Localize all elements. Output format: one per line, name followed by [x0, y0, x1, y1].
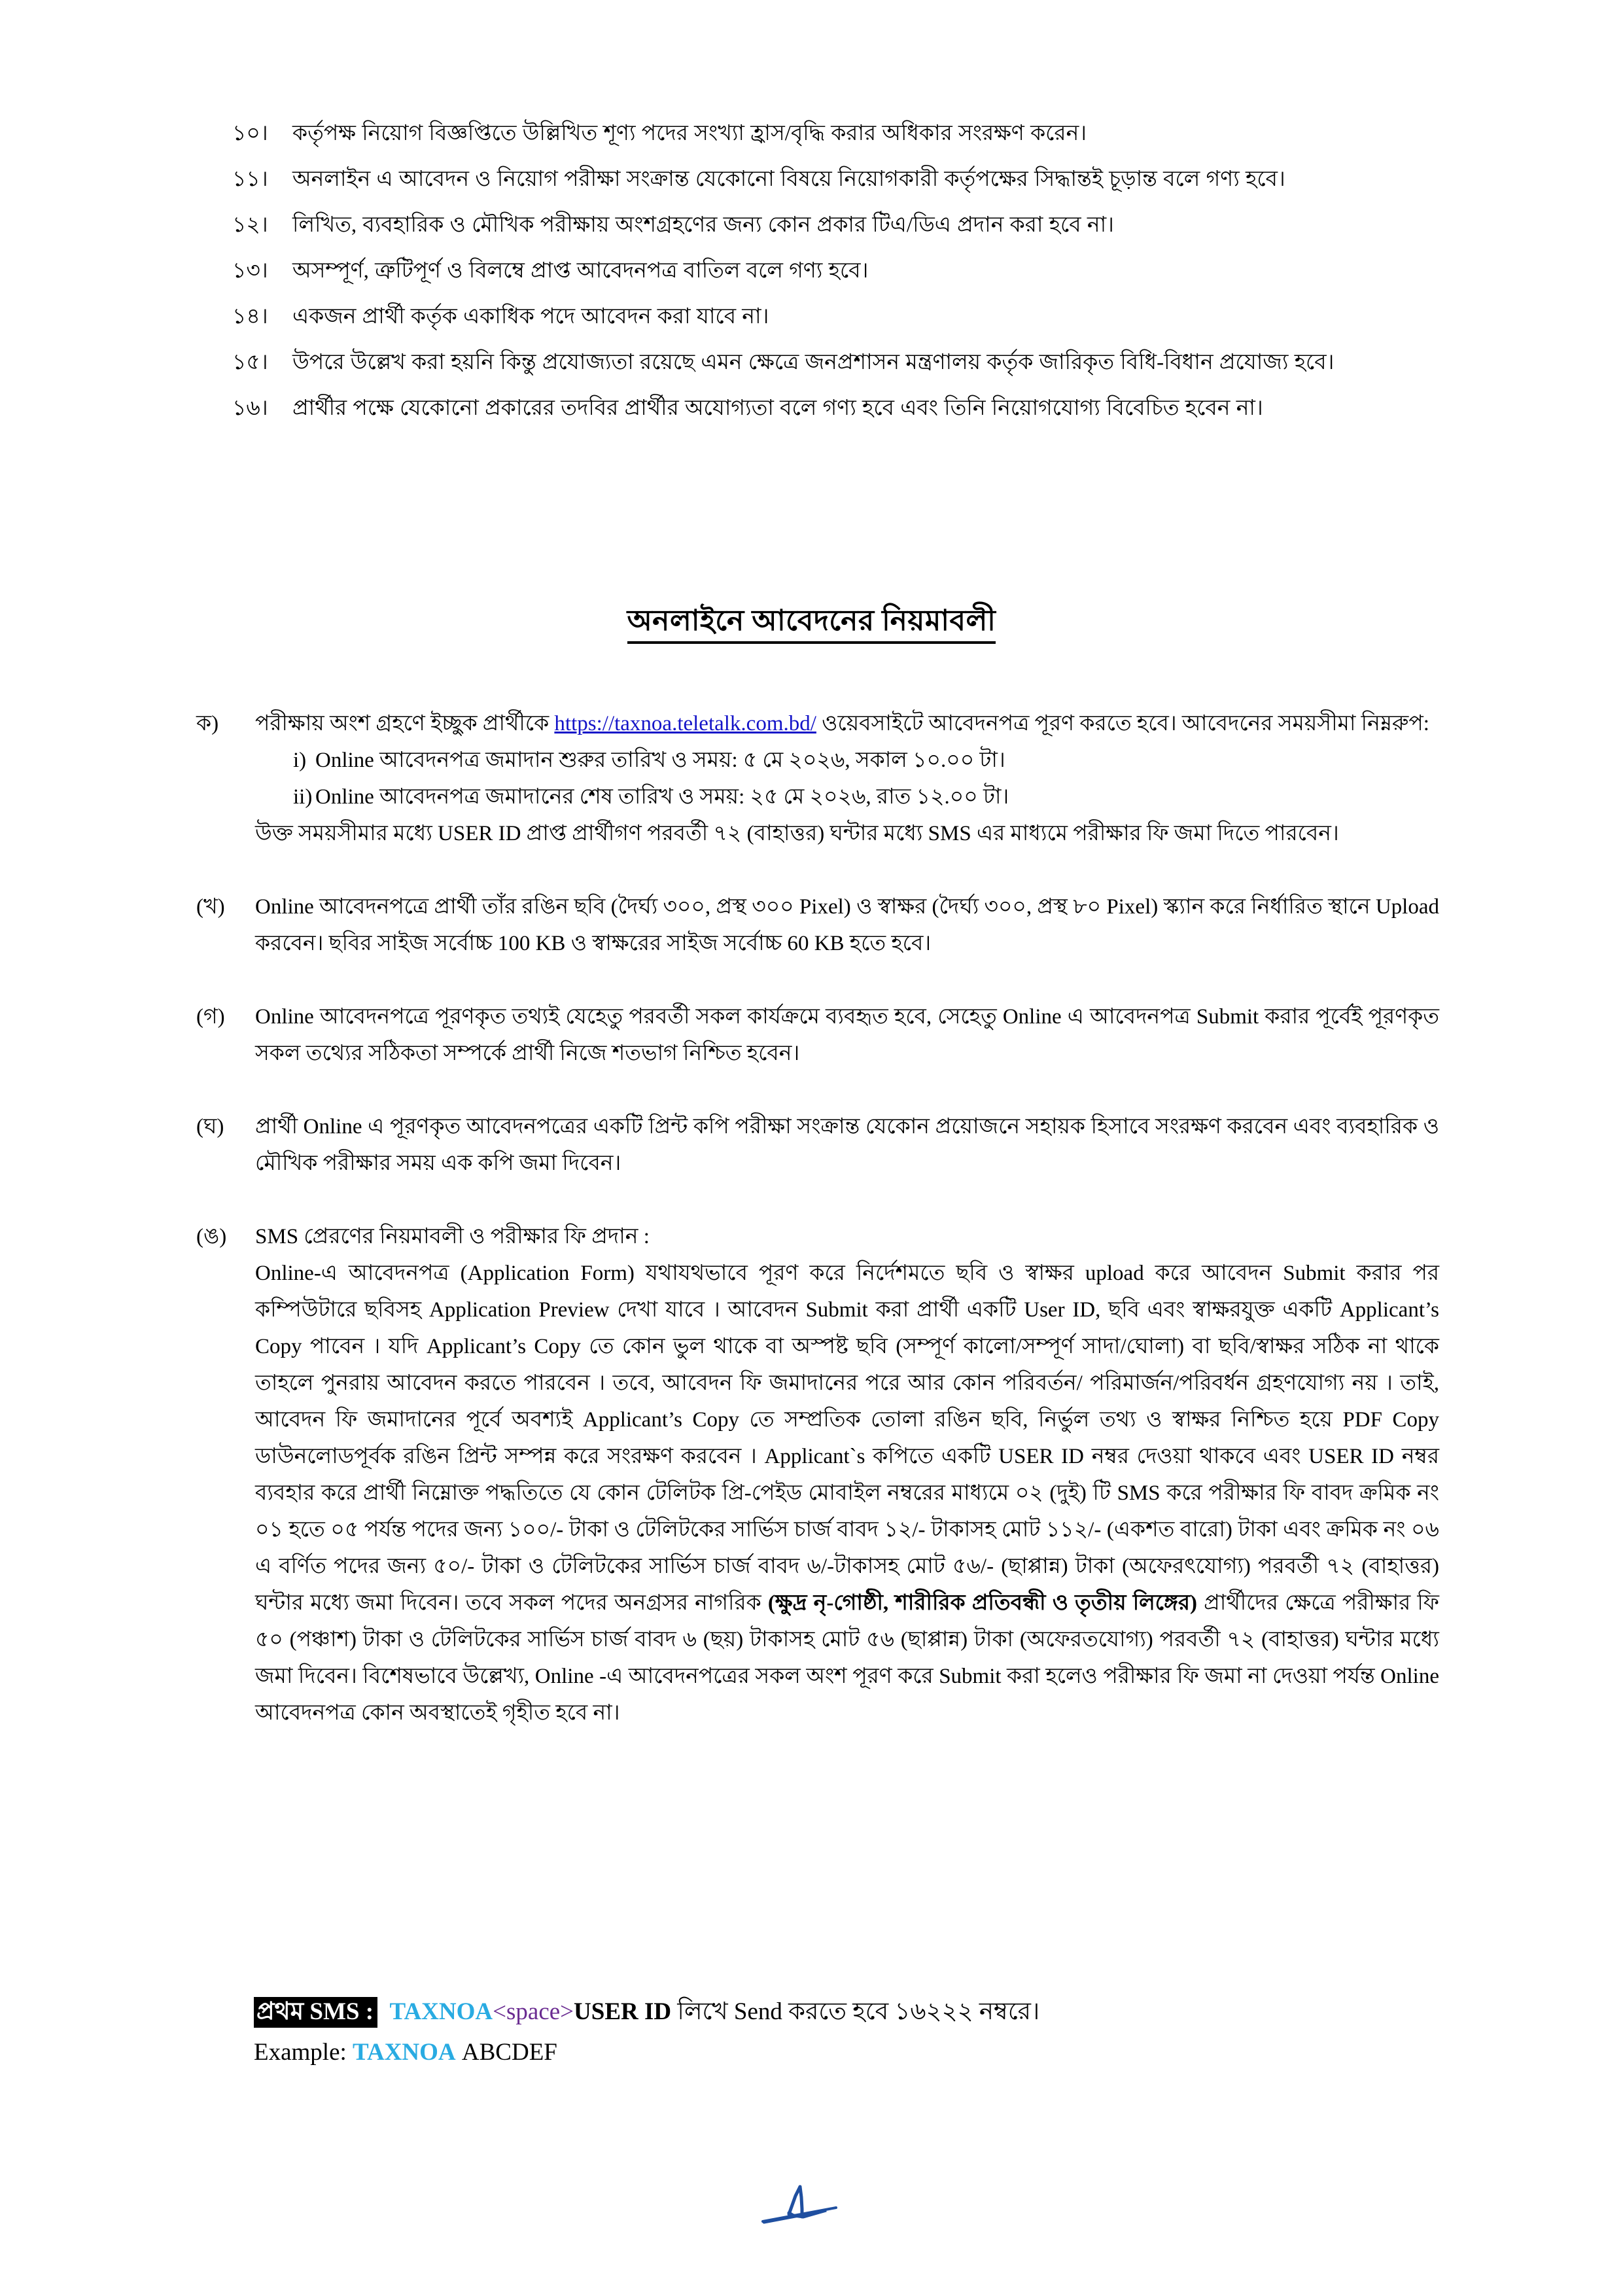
list-item: [232, 162, 1436, 197]
section-heading-container: [0, 602, 1623, 644]
list-item-number: ১৬।: [232, 397, 268, 420]
section-ga-text: Online আবেদনপত্রে পূরণকৃত তথ্যই যেহেতু পরবর্তী সকল কার্যক্রমে ব্যবহৃত হবে, সেহেতু Online এ আবেদনপত্র Submit করার পূর্বেই পূরণকৃত সকল তথ্যের সঠিকতা সম্পর্কে প্রার্থী নিজে শতভাগ নিশ্চিত হবেন।: [255, 1005, 1439, 1065]
list-item-text: কর্তৃপক্ষ নিয়োগ বিজ্ঞপ্তিতে উল্লিখিত শূণ্য পদের সংখ্যা হ্রাস/বৃদ্ধি করার অধিকার সংরক্ষণ করেন।: [292, 122, 1087, 145]
list-item-number: ১৩।: [232, 259, 268, 283]
first-sms-line: [254, 1993, 1366, 2031]
schedule-item-text: Online আবেদনপত্র জমাদান শুরুর তারিখ ও সময়: ৫ মে ২০২৬, সকাল ১০.০০ টা।: [315, 749, 1005, 772]
section-ka-label: ক): [196, 712, 219, 735]
sms-user-id-token: USER ID: [574, 1998, 672, 2025]
online-application-rules: [196, 705, 1439, 1731]
list-item-text: লিখিত, ব্যবহারিক ও মৌখিক পরীক্ষায় অংশগ্রহণের জন্য কোন প্রকার টিএ/ডিএ প্রদান করা হবে না।: [292, 213, 1114, 237]
schedule-item-marker: ii): [293, 785, 313, 809]
list-item-number: ১০।: [232, 122, 268, 145]
section-kha-text: Online আবেদনপত্রে প্রার্থী তাঁর রঙিন ছবি (দৈর্ঘ্য ৩০০, প্রস্থ ৩০০ Pixel) ও স্বাক্ষর (দৈর্ঘ্য ৩০০, প্রস্থ ৮০ Pixel) স্ক্যান করে নির্ধারিত স্থানে Upload করবেন। ছবির সাইজ সর্বোচ্চ 100 KB ও স্বাক্ষরের সাইজ সর্বোচ্চ 60 KB হতে হবে।: [255, 895, 1439, 955]
list-item: [232, 391, 1436, 426]
sms-instruction-block: [254, 1993, 1366, 2072]
list-item: [232, 208, 1436, 243]
section-gha: [196, 1108, 1439, 1182]
spacer: [196, 962, 1439, 998]
section-kha-label: (খ): [196, 895, 225, 919]
section-uo-title: SMS প্রেরণের নিয়মাবলী ও পরীক্ষার ফি প্রদান :: [255, 1225, 650, 1248]
list-item: [232, 345, 1436, 380]
section-uo-paragraph: [255, 1255, 1439, 1731]
example-user-id: ABCDEF: [461, 2039, 557, 2066]
list-item-text: প্রার্থীর পক্ষে যেকোনো প্রকারের তদবির প্রার্থীর অযোগ্যতা বলে গণ্য হবে এবং তিনি নিয়োগযোগ্য বিবেচিত হবেন না।: [292, 397, 1263, 420]
list-item: [232, 300, 1436, 334]
example-sms-line: [254, 2034, 1366, 2072]
section-kha-body: [255, 889, 1439, 962]
list-item-text: উপরে উল্লেখ করা হয়নি কিন্তু প্রযোজ্যতা রয়েছে এমন ক্ষেত্রে জনপ্রশাসন মন্ত্রণালয় কর্তৃক জারিকৃত বিধি-বিধান প্রযোজ্য হবে।: [292, 351, 1335, 374]
schedule-item: [255, 779, 1439, 815]
section-ka-intro-suffix: ওয়েবসাইটে আবেদনপত্র পূরণ করতে হবে। আবেদনের সময়সীমা নিম্নরুপ:: [816, 712, 1429, 735]
spacer: [196, 1182, 1439, 1218]
example-keyword: TAXNOA: [353, 2039, 456, 2066]
list-item: [232, 254, 1436, 289]
handwritten-signature-mark: [738, 2157, 901, 2255]
schedule-item-marker: i): [293, 749, 307, 772]
list-item-text: অনলাইন এ আবেদন ও নিয়োগ পরীক্ষা সংক্রান্ত যেকোনো বিষয়ে নিয়োগকারী কর্তৃপক্ষের সিদ্ধান্তই চূড়ান্ত বলে গণ্য হবে।: [292, 168, 1285, 191]
first-sms-label: প্রথম SMS :: [254, 1997, 377, 2028]
section-ka-intro: [255, 705, 1439, 742]
section-ka: [196, 705, 1439, 852]
schedule-list: [255, 742, 1439, 815]
list-item: [232, 116, 1436, 151]
section-uo-part1: Online-এ আবেদনপত্র (Application Form) যথাযথভাবে পূরণ করে নির্দেশমতে ছবি ও স্বাক্ষর upload করে আবেদন Submit করার পর কম্পিউটারে ছবিসহ Application Preview দেখা যাবে । আবেদন Submit করা প্রার্থী একটি User ID, ছবি এবং স্বাক্ষরযুক্ত একটি Applicant’s Copy পাবেন । যদি Applicant’s Copy তে কোন ভুল থাকে বা অস্পষ্ট ছবি (সম্পূর্ণ কালো/সম্পূর্ণ সাদা/ঘোলা) বা ছবি/স্বাক্ষর সঠিক না থাকে তাহলে পুনরায় আবেদন করতে পারবেন । তবে, আবেদন ফি জমাদানের পরে আর কোন পরিবর্তন/ পরিমার্জন/পরিবর্ধন গ্রহণযোগ্য নয় । তাই, আবেদন ফি জমাদানের পূর্বে অবশ্যই Applicant’s Copy তে সম্প্রতিক তোলা রঙিন ছবি, নির্ভুল তথ্য ও স্বাক্ষর নিশ্চিত হয়ে PDF Copy ডাউনলোডপূর্বক রঙিন প্রিন্ট সম্পন্ন করে সংরক্ষণ করবেন । Applicant`s কপিতে একটি USER ID নম্বর দেওয়া থাকবে এবং USER ID নম্বর ব্যবহার করে প্রার্থী নিম্নোক্ত পদ্ধতিতে যে কোন টেলিটক প্রি-পেইড মোবাইল নম্বরের মাধ্যমে ০২ (দুই) টি SMS করে পরীক্ষার ফি বাবদ ক্রমিক নং ০১ হতে ০৫ পর্যন্ত পদের জন্য ১০০/- টাকা ও টেলিটকের সার্ভিস চার্জ বাবদ ১২/- টাকাসহ মোট ১১২/- (একশত বারো) টাকা এবং ক্রমিক নং ০৬ এ বর্ণিত পদের জন্য ৫০/- টাকা ও টেলিটকের সার্ভিস চার্জ বাবদ ৬/-টাকাসহ মোট ৫৬/- (ছাপ্পান্ন) টাকা (অফেরৎযোগ্য) পরবর্তী ৭২ (বাহাত্তর) ঘন্টার মধ্যে জমা দিবেন। তবে সকল পদের অনগ্রসর নাগরিক: [255, 1262, 1439, 1615]
section-ga-label: (গ): [196, 1005, 225, 1029]
section-ka-intro-prefix: পরীক্ষায় অংশ গ্রহণে ইচ্ছুক প্রার্থীকে: [255, 712, 555, 735]
list-item-number: ১২।: [232, 213, 268, 237]
section-ka-body: [255, 705, 1439, 852]
section-gha-text: প্রার্থী Online এ পূরণকৃত আবেদনপত্রের একটি প্রিন্ট কপি পরীক্ষা সংক্রান্ত যেকোন প্রয়োজনে সহায়ক হিসাবে সংরক্ষণ করবেন এবং ব্যবহারিক ও মৌখিক পরীক্ষার সময় এক কপি জমা দিবেন।: [255, 1115, 1439, 1175]
application-website-link[interactable]: https://taxnoa.teletalk.com.bd/: [554, 712, 816, 735]
section-uo-part2: প্রার্থীদের ক্ষেত্রে পরীক্ষার ফি ৫০ (পঞ্চাশ) টাকা ও টেলিটকের সার্ভিস চার্জ বাবদ ৬ (ছয়) টাকাসহ মোট ৫৬ (ছাপ্পান্ন) টাকা (অফেরতযোগ্য) পরবর্তী ৭২ (বাহাত্তর) ঘন্টার মধ্যে জমা দিবেন। বিশেষভাবে উল্লেখ্য, Online -এ আবেদনপত্রের সকল অংশ পূরণ করে Submit করা হলেও পরীক্ষার ফি জমা না দেওয়া পর্যন্ত Online আবেদনপত্র কোন অবস্থাতেই গৃহীত হবে না।: [255, 1591, 1439, 1725]
list-item-number: ১১।: [232, 168, 268, 191]
sms-keyword: TAXNOA: [389, 1998, 493, 2025]
section-gha-label: (ঘ): [196, 1115, 224, 1139]
section-uo-body: [255, 1218, 1439, 1731]
section-gha-body: [255, 1108, 1439, 1182]
list-item-number: ১৪।: [232, 305, 268, 328]
spacer: [196, 1072, 1439, 1108]
sms-space-token: <space>: [493, 1998, 574, 2025]
section-uo: [196, 1218, 1439, 1731]
sms-tail-text: লিখে Send করতে হবে ১৬২২২ নম্বরে।: [671, 1998, 1040, 2025]
list-item-text: অসম্পূর্ণ, ত্রুটিপূর্ণ ও বিলম্বে প্রাপ্ত আবেদনপত্র বাতিল বলে গণ্য হবে।: [292, 259, 869, 283]
list-item-number: ১৫।: [232, 351, 268, 374]
example-label: Example:: [254, 2039, 347, 2066]
signature-icon: [738, 2157, 901, 2255]
numbered-conditions-list: [232, 116, 1436, 437]
section-ga: [196, 998, 1439, 1072]
section-kha: [196, 889, 1439, 962]
schedule-item-text: Online আবেদনপত্র জমাদানের শেষ তারিখ ও সময়: ২৫ মে ২০২৬, রাত ১২.০০ টা।: [315, 785, 1009, 809]
list-item-text: একজন প্রার্থী কর্তৃক একাধিক পদে আবেদন করা যাবে না।: [292, 305, 769, 328]
page-title: অনলাইনে আবেদনের নিয়মাবলী: [627, 602, 996, 644]
section-ga-body: [255, 998, 1439, 1072]
disadvantaged-groups-emphasis: (ক্ষুদ্র নৃ-গোষ্ঠী, শারীরিক প্রতিবন্ধী ও তৃতীয় লিঙ্গের): [767, 1591, 1198, 1615]
section-uo-label: (ঙ): [196, 1225, 227, 1248]
schedule-item: [255, 742, 1439, 779]
spacer: [196, 852, 1439, 889]
section-ka-closing: উক্ত সময়সীমার মধ্যে USER ID প্রাপ্ত প্রার্থীগণ পরবর্তী ৭২ (বাহাত্তর) ঘন্টার মধ্যে SMS এর মাধ্যমে পরীক্ষার ফি জমা দিতে পারবেন।: [255, 822, 1339, 845]
